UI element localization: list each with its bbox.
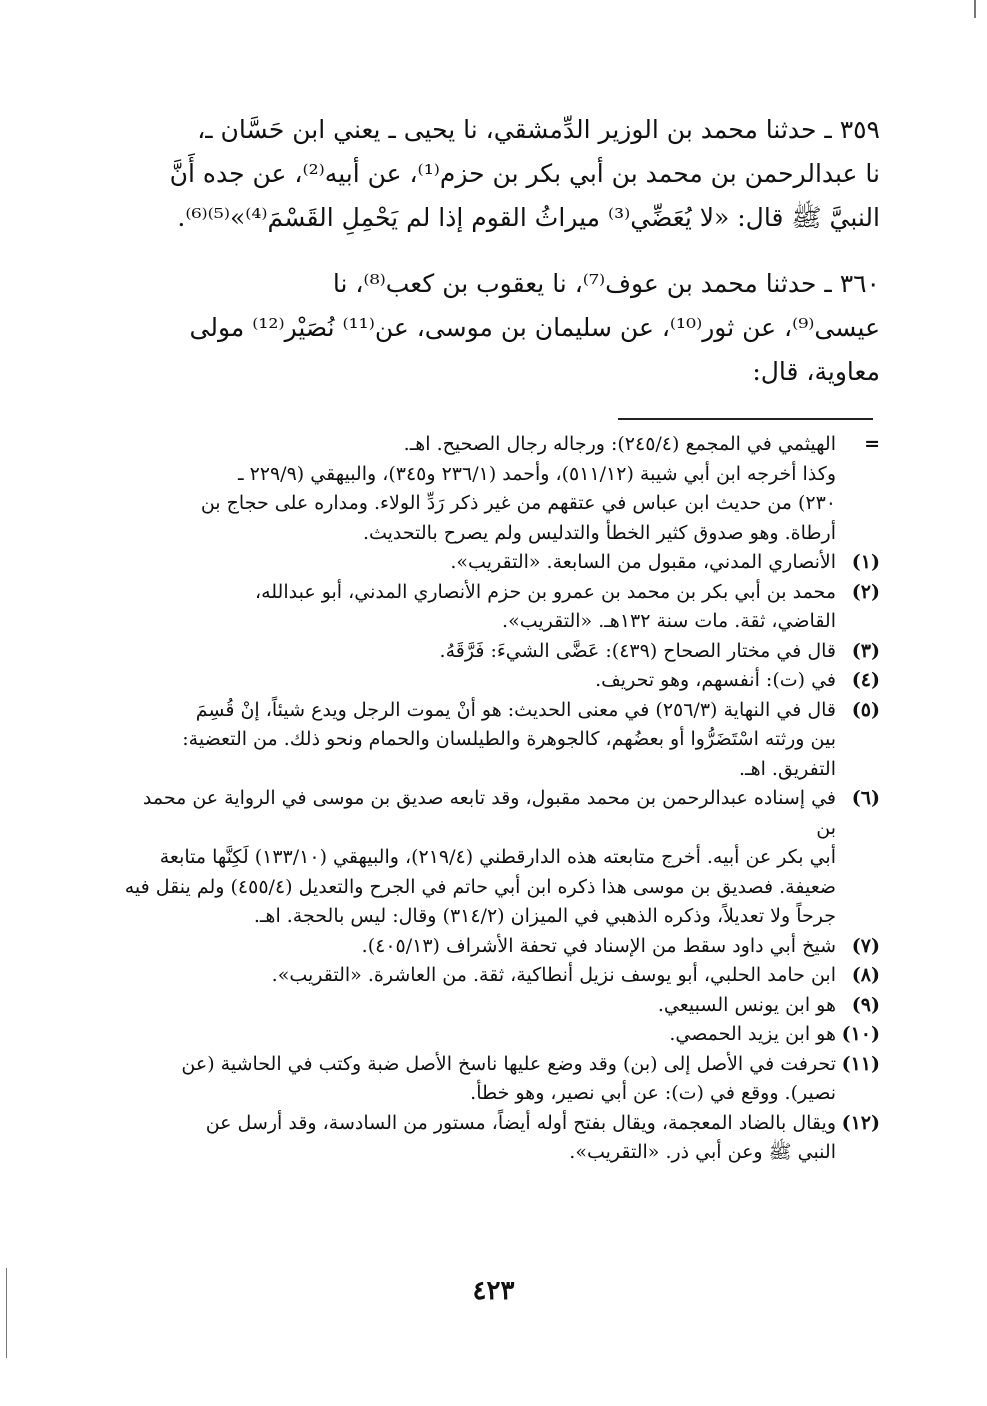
footnote-number: (٤): [851, 669, 880, 691]
footnote-line: ضعيفة. فصديق بن موسى هذا ذكره ابن أبي حاتم في الجرح والتعديل (٤٥٥/٤) ولم ينقل فيه: [124, 875, 836, 898]
footnote-line: ٢٣٠) من حديث ابن عباس في عتقهم من غير ذكر رَدِّ الولاء. ومداره على حجاج بن: [200, 492, 836, 514]
footnote-line: وكذا أخرجه ابن أبي شيبة (٥١١/١٢)، وأحمد (٢٣٦/١ و٣٤٥)، والبيهقي (٢٢٩/٩ ـ: [237, 462, 836, 485]
footnote-number: (٩): [851, 993, 880, 1016]
scan-edge-mark-top-right: [974, 0, 976, 18]
footnote-6: [118, 784, 880, 932]
footnote-number: (٣): [851, 639, 880, 662]
footnote-number: (١): [851, 551, 880, 573]
footnote-line: الهيثمي في المجمع (٢٤٥/٤): ورجاله رجال الصحيح. اهـ.: [403, 433, 836, 455]
footnote-line: الأنصاري المدني، مقبول من السابعة. «التقريب».: [450, 551, 836, 573]
footnote-2: [118, 578, 880, 637]
footnote-line: أبي بكر عن أبيه. أخرج متابعته هذه الدارقطني (٢١٩/٤)، والبيهقي (١٣٣/١٠) لَكِنَّها متابعة: [159, 846, 836, 868]
footnote-number: (٧): [851, 934, 880, 957]
footnote-number: (٥): [851, 698, 880, 721]
footnote-continued: [118, 430, 880, 548]
footnote-number: (١١): [841, 1052, 880, 1075]
hadith-359-line-2: نا عبدالرحمن بن محمد بن أبي بكر بن حزم⁽¹⁾، عن أبيه⁽²⁾، عن جده أَنَّ: [169, 159, 880, 188]
footnote-10: [118, 1020, 880, 1050]
footnote-line: في (ت): أنفسهم، وهو تحريف.: [595, 669, 836, 691]
footnote-11: [118, 1050, 880, 1109]
footnote-9: [118, 991, 880, 1021]
hadith-359-line-1: ٣٥٩ ـ حدثنا محمد بن الوزير الدِّمشقي، نا يحيى ـ يعني ابن حَسَّان ـ،: [197, 115, 880, 144]
footnote-line: القاضي، ثقة. مات سنة ١٣٢هـ. «التقريب».: [502, 610, 836, 632]
footnote-7: [118, 932, 880, 962]
footnote-8: [118, 961, 880, 991]
footnote-number: (١٠): [841, 1023, 880, 1045]
footnote-3: [118, 637, 880, 667]
footnote-line: محمد بن أبي بكر بن محمد بن عمرو بن حزم الأنصاري المدني، أبو عبدالله،: [254, 580, 836, 603]
hadith-360-line-3: معاوية، قال:: [752, 357, 880, 386]
footnote-line: جرحاً ولا تعديلاً، وذكره الذهبي في الميزان (٣١٤/٢) وقال: ليس بالحجة. اهـ.: [253, 905, 836, 927]
footnote-line: قال في مختار الصحاح (٤٣٩): عَضَّى الشيءَ: فَرَّقَهُ.: [439, 639, 836, 662]
footnote-line: قال في النهاية (٢٥٦/٣) في معنى الحديث: هو أنْ يموت الرجل ويدع شيئاً، إنْ قُسِمَ: [195, 698, 836, 721]
hadith-359: [120, 108, 880, 240]
hadith-360-line-2: عيسى⁽⁹⁾، عن ثور⁽¹⁰⁾، عن سليمان بن موسى، عن⁽¹¹⁾ نُصَيْر⁽¹²⁾ مولى: [189, 313, 880, 342]
footnote-line: في إسناده عبدالرحمن بن محمد مقبول، وقد تابعه صديق بن موسى في الرواية عن محمد بن: [142, 787, 836, 839]
footnote-line: بين ورثته اسْتَضَرُّوا أو بعضُهم، كالجوهرة والطيلسان والحمام ونحو ذلك. من التعضية:: [182, 728, 836, 750]
footnote-line: نصير). ووقع في (ت): عن أبي نصير، وهو خطأ.: [470, 1082, 836, 1104]
footnotes: [118, 430, 880, 1168]
page-number: ٤٢٣: [472, 1276, 515, 1306]
footnote-line: التفريق. اهـ.: [738, 757, 836, 780]
footnote-4: [118, 666, 880, 696]
footnote-line: أرطاة. وهو صدوق كثير الخطأ والتدليس ولم يصرح بالتحديث.: [362, 521, 836, 544]
footnote-number: =: [864, 433, 880, 455]
footnote-line: تحرفت في الأصل إلى (بن) وقد وضع عليها ناسخ الأصل ضبة وكتب في الحاشية (عن: [181, 1052, 836, 1075]
footnote-1: [118, 548, 880, 578]
footnote-line: ابن حامد الحلبي، أبو يوسف نزيل أنطاكية، ثقة. من العاشرة. «التقريب».: [271, 964, 836, 986]
footnote-line: النبي ﷺ وعن أبي ذر. «التقريب».: [569, 1141, 836, 1163]
footnote-5: [118, 696, 880, 785]
footnote-line: هو ابن يونس السبيعي.: [657, 993, 836, 1016]
footnote-line: شيخ أبي داود سقط من الإسناد في تحفة الأشراف (٤٠٥/١٣).: [361, 934, 836, 957]
footnote-number: (٢): [851, 580, 880, 603]
footnote-line: ويقال بالضاد المعجمة، ويقال بفتح أوله أيضاً، مستور من السادسة، وقد أرسل عن: [205, 1111, 836, 1134]
footnote-number: (٨): [851, 964, 880, 986]
footnote-12: [118, 1109, 880, 1168]
hadith-360-line-1: ٣٦٠ ـ حدثنا محمد بن عوف⁽⁷⁾، نا يعقوب بن كعب⁽⁸⁾، نا: [332, 269, 880, 298]
footnote-separator: [618, 418, 873, 420]
footnote-number: (١٢): [841, 1111, 880, 1134]
footnote-number: (٦): [851, 787, 880, 809]
hadith-359-line-3: النبيَّ ﷺ قال: «لا يُعَضِّي⁽³⁾ ميراثُ القوم إذا لم يَحْمِلِ القَسْمَ⁽⁴⁾»⁽⁵⁾⁽⁶⁾.: [177, 203, 880, 232]
footnote-line: هو ابن يزيد الحمصي.: [669, 1023, 836, 1045]
hadith-360: [120, 262, 880, 394]
